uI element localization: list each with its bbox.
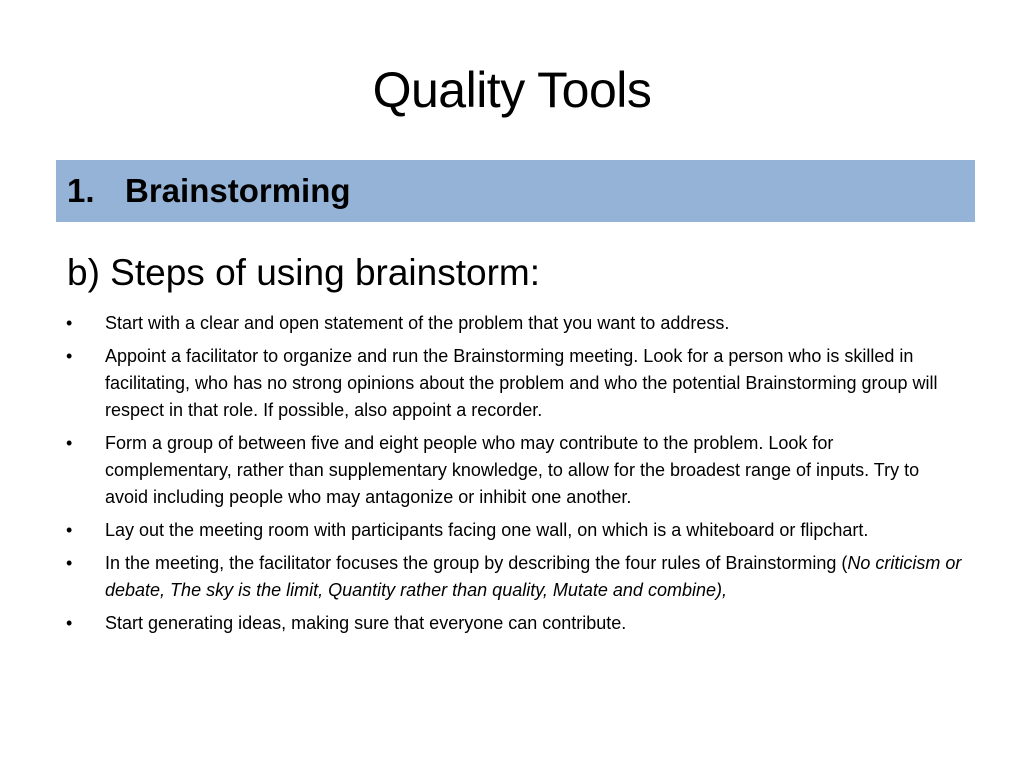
subheading: b) Steps of using brainstorm:: [67, 252, 540, 293]
slide-title: Quality Tools: [372, 62, 652, 118]
section-header-bar: [56, 160, 975, 222]
bullet-icon: •: [66, 313, 73, 333]
bullet-icon: •: [66, 613, 73, 633]
bullet-text: In the meeting, the facilitator focuses the group by describing the four rules of Brainstorming (: [105, 553, 848, 573]
bullet-item: [0, 517, 965, 544]
section-number: 1.: [67, 172, 95, 209]
bullet-item: [0, 430, 965, 511]
bullet-icon: •: [66, 433, 73, 453]
bullet-item: [0, 310, 965, 337]
bullet-icon: •: [66, 553, 73, 573]
bullet-item: [0, 343, 965, 424]
bullet-text: Appoint a facilitator to organize and run the Brainstorming meeting. Look for a person who is skilled in facilitating, who has no strong opinions about the problem and who the potential Brainstorming group will respect in that role. If possible, also appoint a recorder.: [105, 346, 938, 420]
bullet-list: [0, 310, 1024, 643]
section-label: Brainstorming: [125, 172, 351, 209]
bullet-item: [0, 610, 965, 637]
bullet-item: [0, 550, 965, 604]
bullet-icon: •: [66, 520, 73, 540]
bullet-text: Start with a clear and open statement of the problem that you want to address.: [105, 313, 730, 333]
bullet-text: Start generating ideas, making sure that everyone can contribute.: [105, 613, 627, 633]
bullet-icon: •: [66, 346, 73, 366]
bullet-text: Form a group of between five and eight people who may contribute to the problem. Look for complementary, rather than supplementary knowledge, to allow for the broadest range of inputs. Try to avoid including people who may antagonize or inhibit one another.: [105, 433, 920, 507]
bullet-text: Lay out the meeting room with participants facing one wall, on which is a whiteboard or flipchart.: [105, 520, 869, 540]
bullet-text-italic: No criticism or debate, The sky is the limit, Quantity rather than quality, Mutate and combine),: [105, 553, 962, 600]
